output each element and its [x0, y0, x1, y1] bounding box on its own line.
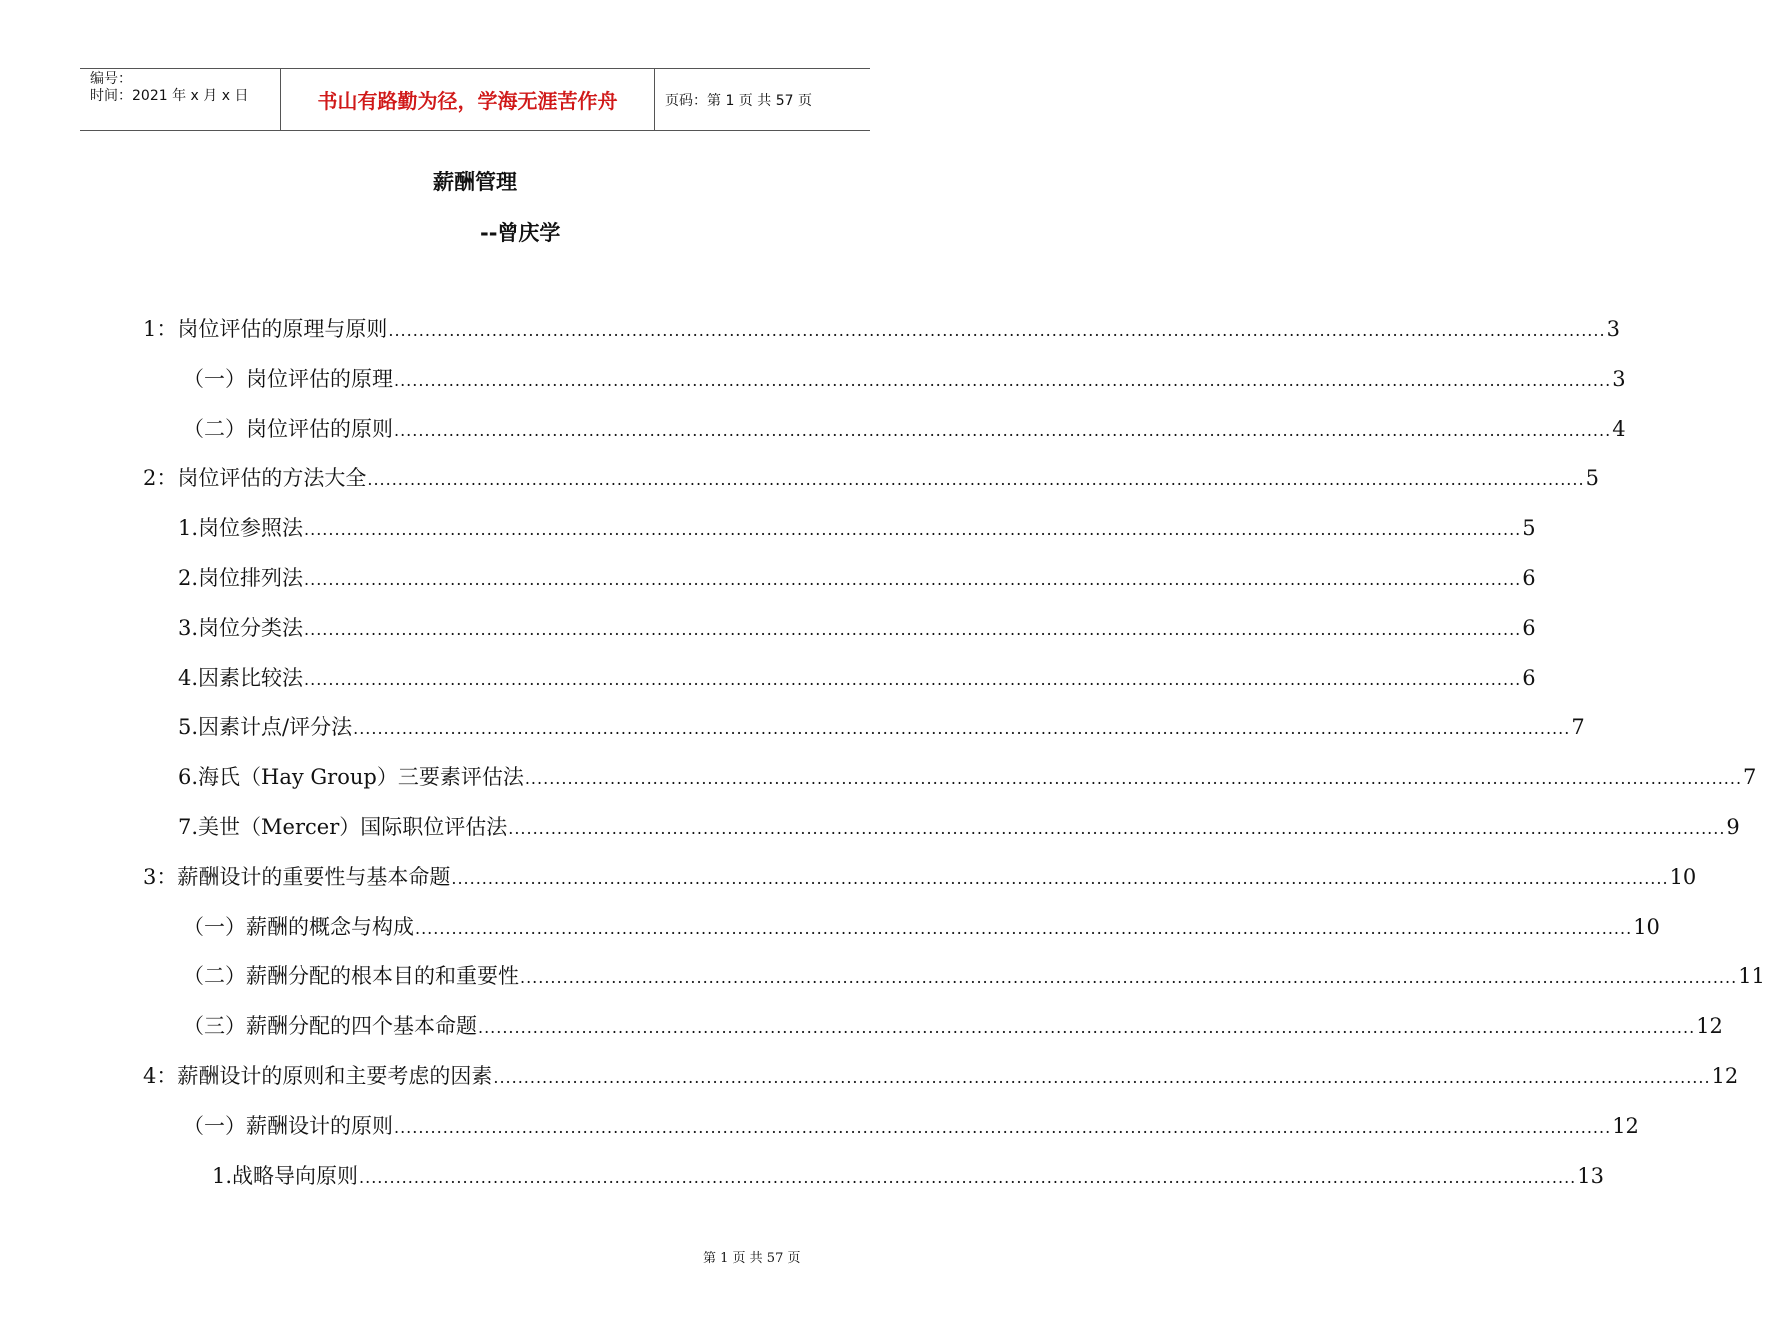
toc-entry-page: 10 — [1633, 915, 1660, 939]
toc-leader-dots: ........................................................................................................................................................................................................ — [394, 371, 1612, 390]
toc-entry-page: 6 — [1522, 616, 1536, 640]
toc-entry[interactable] — [143, 313, 1620, 345]
toc-entry-text: （二）薪酬分配的根本目的和重要性 — [183, 964, 519, 988]
header-motto: 书山有路勤为径，学海无涯苦作舟 — [281, 69, 655, 130]
toc-leader-dots: ........................................................................................................................................................................................................ — [359, 1168, 1577, 1187]
toc-entry[interactable] — [143, 462, 1599, 494]
toc-leader-dots: ........................................................................................................................................................................................................ — [451, 869, 1669, 888]
toc-entry[interactable] — [183, 960, 1765, 992]
document-header — [80, 68, 870, 131]
toc-leader-dots: ........................................................................................................................................................................................................ — [524, 769, 1743, 788]
toc-entry[interactable] — [178, 811, 1740, 843]
toc-leader-dots: ........................................................................................................................................................................................................ — [367, 470, 1585, 489]
toc-entry[interactable] — [178, 662, 1536, 694]
toc-entry-page: 11 — [1738, 964, 1765, 988]
toc-leader-dots: ........................................................................................................................................................................................................ — [394, 421, 1612, 440]
toc-entry[interactable] — [183, 363, 1626, 395]
toc-leader-dots: ........................................................................................................................................................................................................ — [415, 919, 1633, 938]
document-author: --曾庆学 — [480, 221, 561, 245]
toc-entry-text: （一）薪酬的概念与构成 — [183, 915, 414, 939]
toc-entry-text: （一）岗位评估的原理 — [183, 367, 393, 391]
toc-entry-text: 2：岗位评估的方法大全 — [143, 466, 367, 490]
toc-entry-page: 6 — [1522, 666, 1536, 690]
toc-leader-dots: ........................................................................................................................................................................................................ — [304, 520, 1522, 539]
toc-entry[interactable] — [212, 1160, 1604, 1192]
toc-entry-text: （三）薪酬分配的四个基本命题 — [183, 1014, 477, 1038]
toc-entry[interactable] — [178, 562, 1536, 594]
toc-entry-page: 13 — [1577, 1164, 1604, 1188]
toc-entry-page: 5 — [1522, 516, 1536, 540]
toc-entry-text: 3：薪酬设计的重要性与基本命题 — [143, 865, 451, 889]
toc-entry-page: 3 — [1606, 317, 1620, 341]
toc-entry[interactable] — [143, 861, 1697, 893]
toc-entry-text: 7.美世（Mercer）国际职位评估法 — [178, 815, 508, 839]
toc-entry[interactable] — [183, 1010, 1723, 1042]
toc-entry-page: 3 — [1612, 367, 1626, 391]
toc-entry-text: 6.海氏（Hay Group）三要素评估法 — [178, 765, 524, 789]
toc-entry[interactable] — [178, 612, 1536, 644]
toc-entry-text: 1：岗位评估的原理与原则 — [143, 317, 388, 341]
header-number-label: 编号： — [90, 71, 132, 87]
toc-entry[interactable] — [143, 1060, 1739, 1092]
toc-entry-page: 7 — [1571, 715, 1585, 739]
header-time-label: 时间：2021 年 x 月 x 日 — [90, 88, 249, 104]
toc-leader-dots: ........................................................................................................................................................................................................ — [304, 570, 1522, 589]
toc-entry-page: 5 — [1585, 466, 1599, 490]
toc-entry-text: 1.岗位参照法 — [178, 516, 304, 540]
toc-leader-dots: ........................................................................................................................................................................................................ — [388, 321, 1606, 340]
toc-entry-page: 10 — [1669, 865, 1697, 889]
toc-leader-dots: ........................................................................................................................................................................................................ — [493, 1068, 1711, 1087]
toc-entry-text: 2.岗位排列法 — [178, 566, 304, 590]
toc-entry-page: 6 — [1522, 566, 1536, 590]
header-page-info: 页码：第 1 页 共 57 页 — [665, 92, 812, 109]
toc-entry-text: 4.因素比较法 — [178, 666, 304, 690]
header-meta — [80, 69, 281, 130]
document-title: 薪酬管理 — [433, 170, 517, 194]
toc-entry-text: 3.岗位分类法 — [178, 616, 304, 640]
toc-leader-dots: ........................................................................................................................................................................................................ — [353, 719, 1571, 738]
toc-entry-page: 7 — [1743, 765, 1757, 789]
toc-entry[interactable] — [178, 761, 1757, 793]
toc-entry-page: 9 — [1726, 815, 1740, 839]
toc-leader-dots: ........................................................................................................................................................................................................ — [478, 1018, 1696, 1037]
toc-entry-page: 12 — [1696, 1014, 1723, 1038]
page-footer: 第 1 页 共 57 页 — [703, 1251, 801, 1266]
toc-entry[interactable] — [183, 1110, 1639, 1142]
toc-leader-dots: ........................................................................................................................................................................................................ — [304, 670, 1522, 689]
toc-entry[interactable] — [183, 413, 1626, 445]
toc-entry-page: 12 — [1711, 1064, 1739, 1088]
toc-leader-dots: ........................................................................................................................................................................................................ — [508, 819, 1726, 838]
toc-entry-page: 12 — [1612, 1114, 1639, 1138]
toc-leader-dots: ........................................................................................................................................................................................................ — [520, 968, 1738, 987]
toc-leader-dots: ........................................................................................................................................................................................................ — [304, 620, 1522, 639]
toc-entry-text: 1.战略导向原则 — [212, 1164, 359, 1188]
toc-entry[interactable] — [178, 711, 1585, 743]
toc-entry-text: （一）薪酬设计的原则 — [183, 1114, 393, 1138]
toc-entry[interactable] — [178, 512, 1536, 544]
toc-entry[interactable] — [183, 911, 1660, 943]
toc-entry-page: 4 — [1612, 417, 1626, 441]
toc-entry-text: 4：薪酬设计的原则和主要考虑的因素 — [143, 1064, 493, 1088]
toc-leader-dots: ........................................................................................................................................................................................................ — [394, 1118, 1612, 1137]
toc-entry-text: 5.因素计点/评分法 — [178, 715, 353, 739]
toc-entry-text: （二）岗位评估的原则 — [183, 417, 393, 441]
